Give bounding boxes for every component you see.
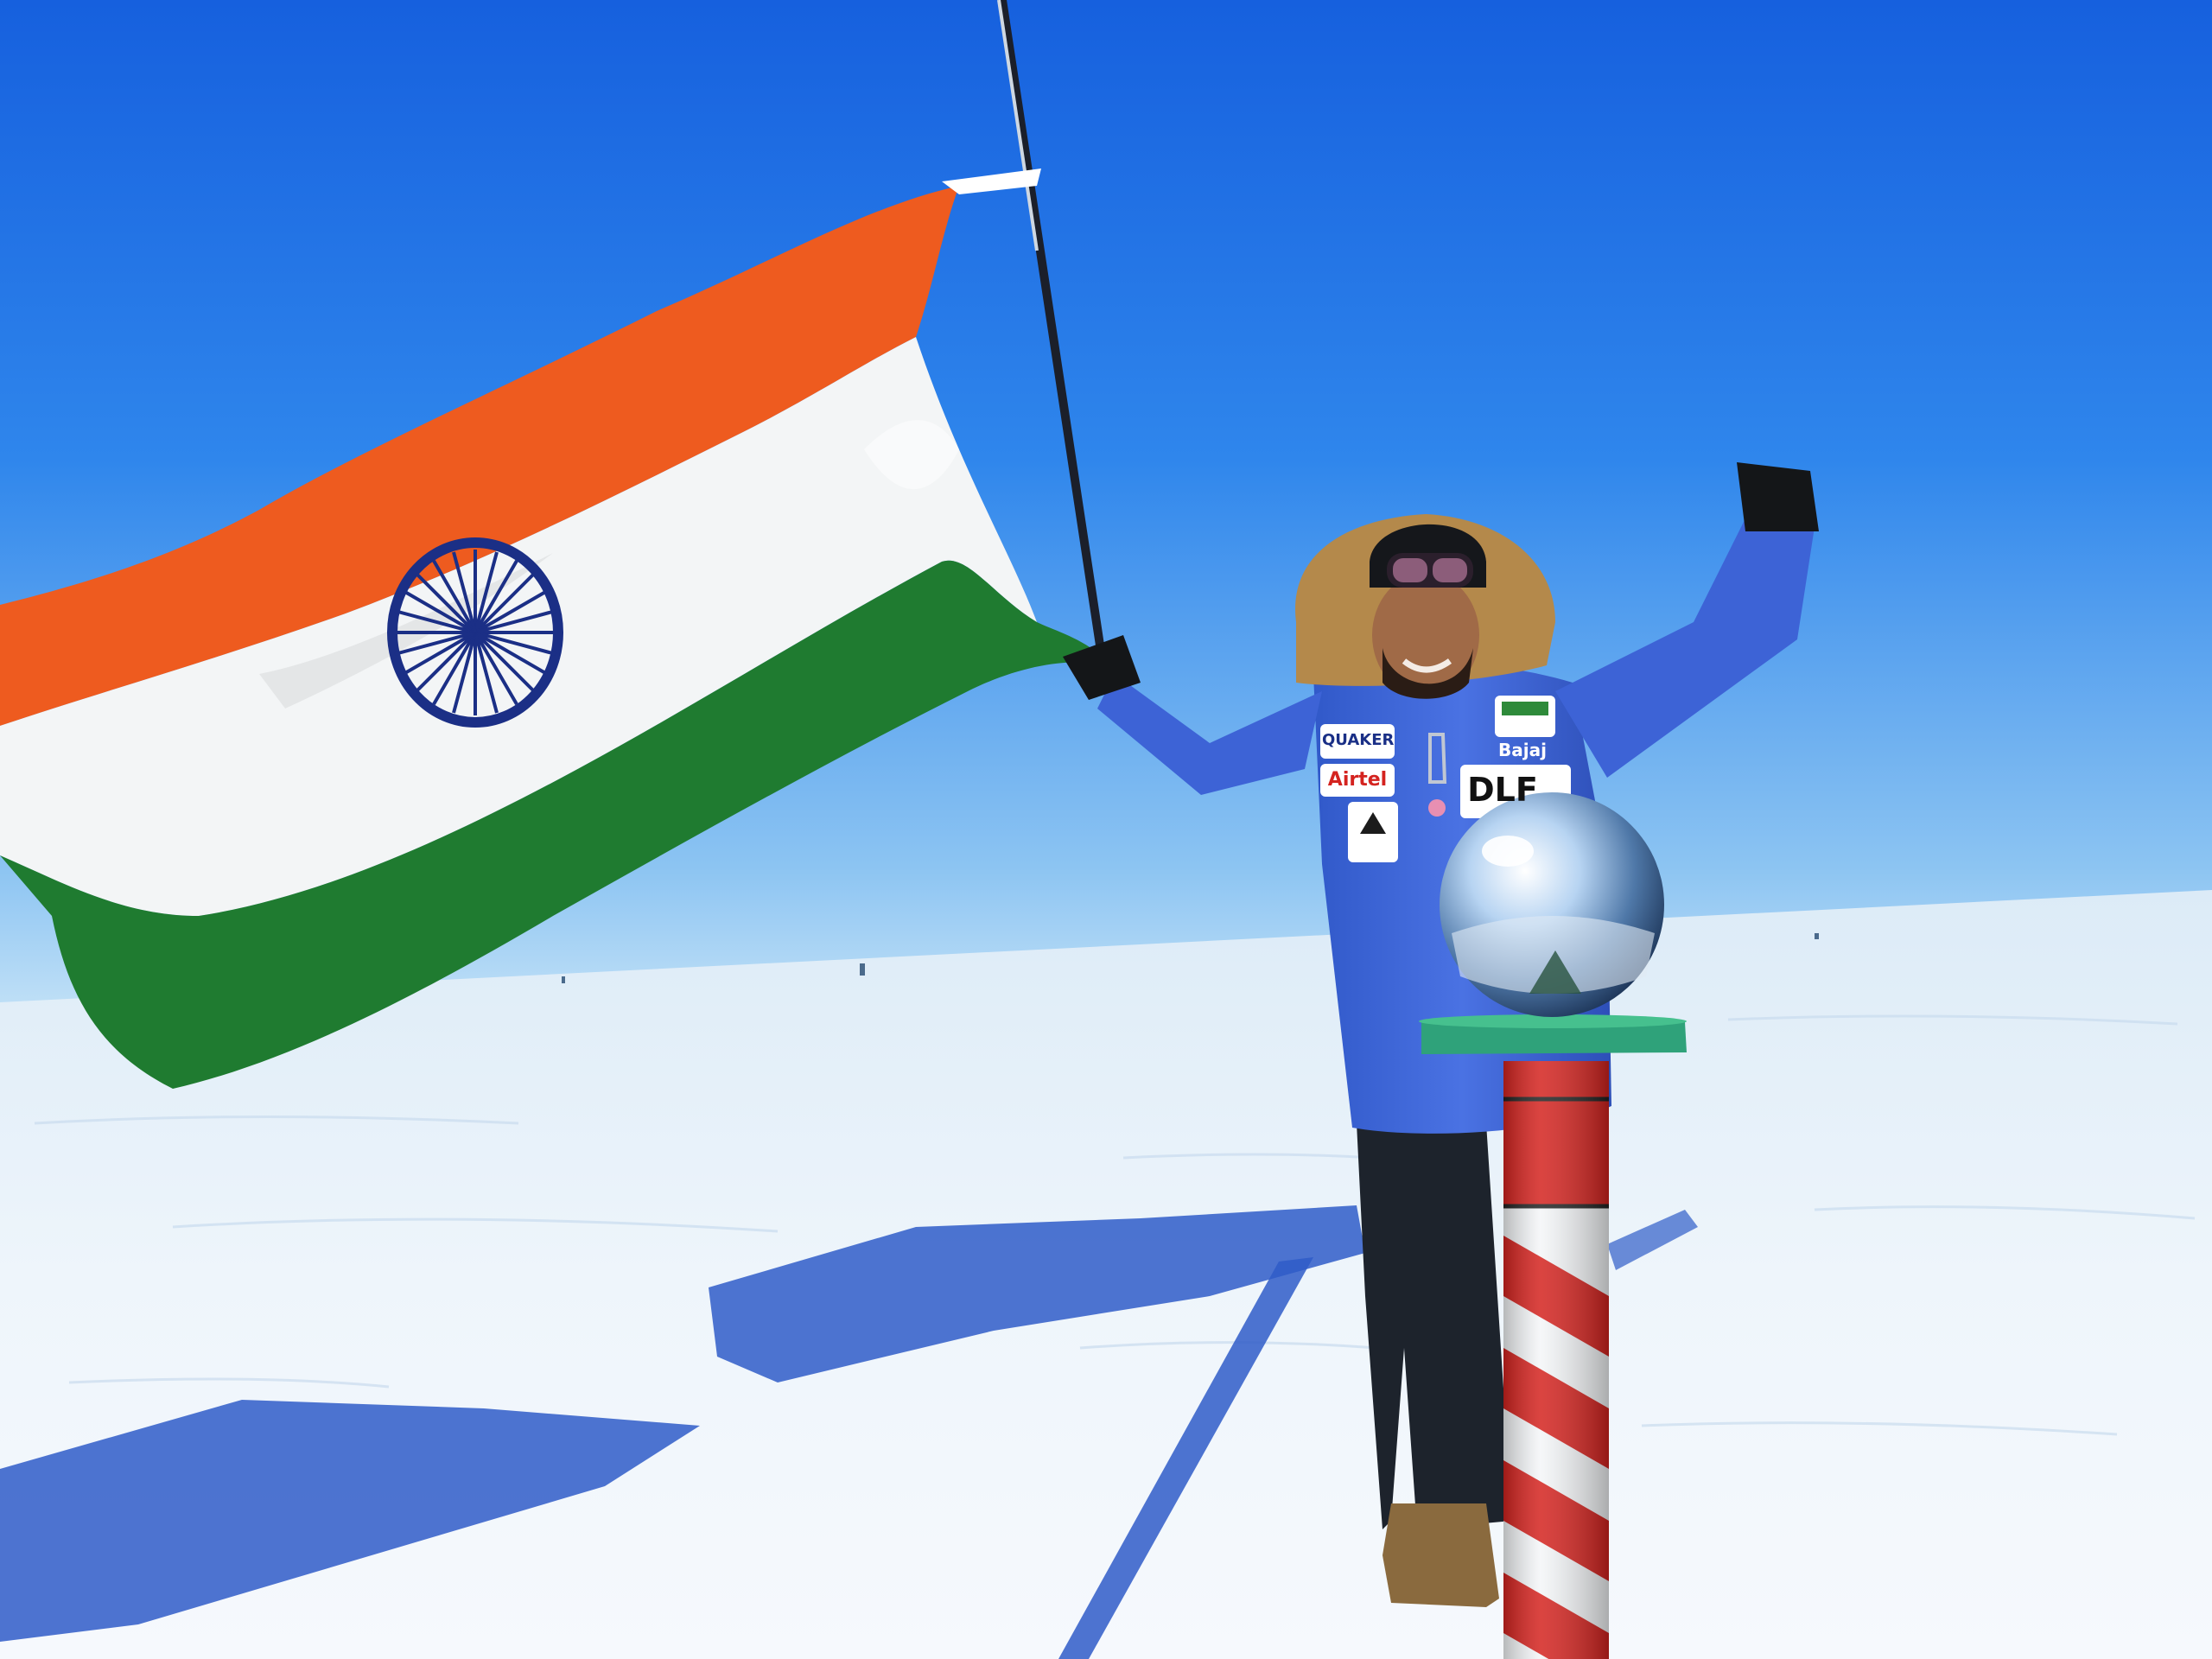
patch-bajaj: Bajaj xyxy=(1498,740,1547,760)
explorer-goggles xyxy=(1387,553,1473,588)
patch-dlf: DLF xyxy=(1467,771,1538,809)
explorer-right-glove xyxy=(1737,462,1819,531)
patch-quaker: QUAKER xyxy=(1322,731,1395,749)
patch-airtel: Airtel xyxy=(1327,769,1388,791)
explorer-whistle xyxy=(1428,799,1446,817)
explorer-trousers xyxy=(1357,1123,1512,1529)
ashoka-chakra xyxy=(392,543,558,722)
explorer-boot xyxy=(1382,1503,1499,1607)
